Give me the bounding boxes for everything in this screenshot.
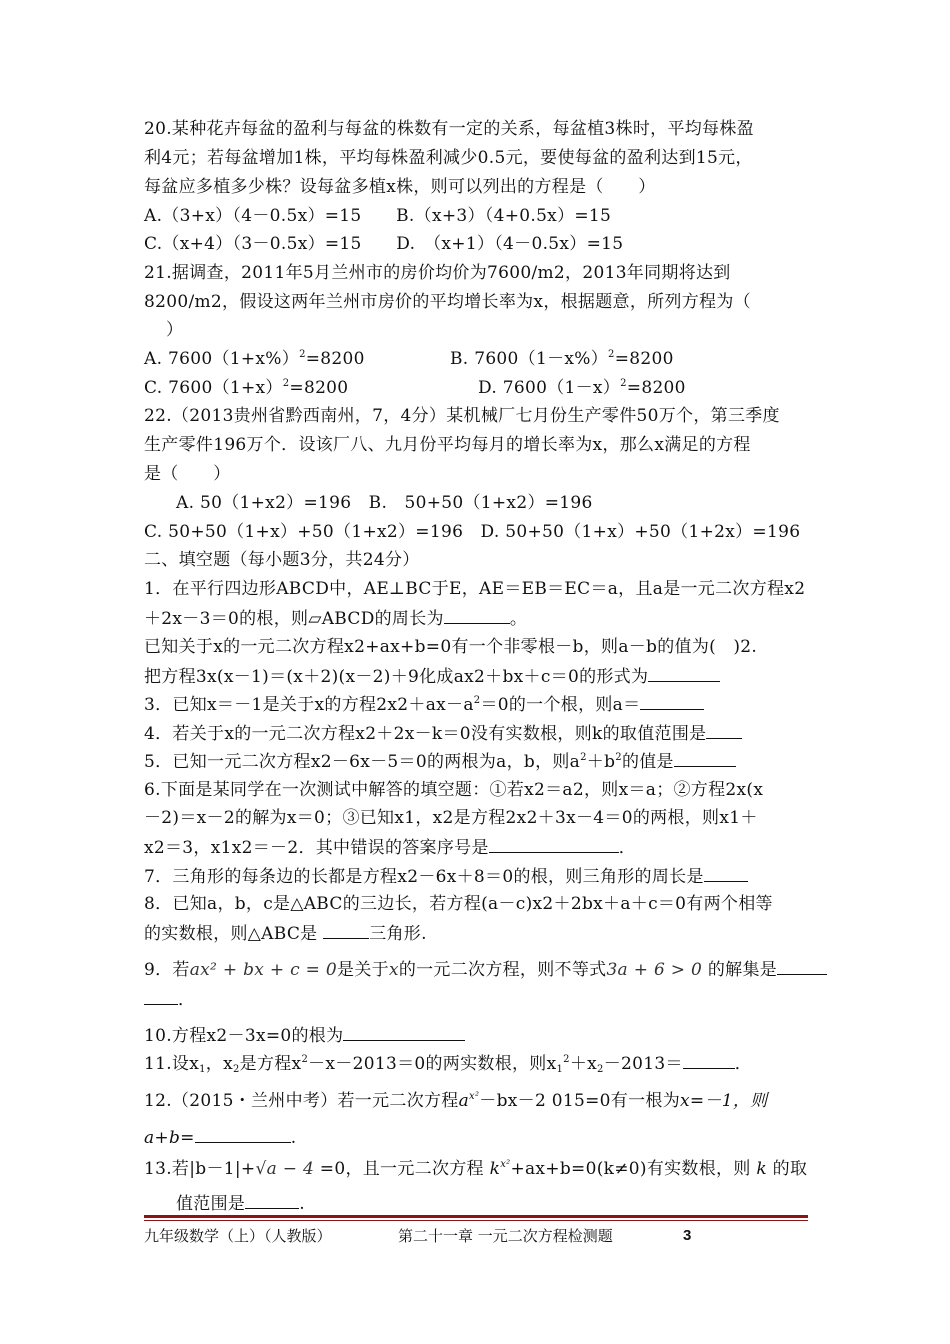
answer-blank xyxy=(640,693,704,710)
q22-line2: 生产零件196万个．设该厂八、九月份平均每月的增长率为x，那么x满足的方程 xyxy=(144,435,751,455)
answer-blank xyxy=(648,665,720,682)
f3-line: 3．已知x＝－1是关于x的方程$2x2+ax-a^2=0$的一个根，则a＝ xyxy=(144,693,704,716)
f7-line: 7．三角形的每条边的长都是方程x2－6x＋8＝0的根，则三角形的周长是 xyxy=(144,865,748,888)
inequality-image: 3a + 6 > 0 xyxy=(606,960,703,980)
f5-line: 5．已知一元二次方程x2－6x－5＝0的两根为a，b，则$a^2+b^2$的值是 xyxy=(144,750,736,773)
answer-blank xyxy=(343,1024,465,1041)
equation-image: ax² + bx + c = 0 xyxy=(189,960,338,980)
f6-line2: －2)＝x－2的解为x＝0；③已知x1，x2是方程2x2＋3x－4＝0的两根，则x1＋ xyxy=(144,808,758,828)
f13-line2: 值范围是 . xyxy=(176,1194,305,1214)
q21-line1: 21.据调查，2011年5月兰州市的房价均价为7600/m2，2013年同期将达到 xyxy=(144,263,731,283)
section-heading: 二、填空题（每小题3分，共24分） xyxy=(144,550,420,570)
f12-line1: 12.（2015・兰州中考）若一元二次方程$a^{x^2}-bx-2$ 015=0有一根为x=－1，则 xyxy=(144,1091,768,1111)
answer-blank xyxy=(777,958,827,975)
f8-line1: 8．已知a，b，c是△ABC的三边长，若方程(a－c)x2＋2bx＋a＋c＝0有两个相等 xyxy=(144,894,773,914)
q21-line2: 8200/m2，假设这两年兰州市房价的平均增长率为x，根据题意，所列方程为（ xyxy=(144,292,751,312)
q21-line3: ） xyxy=(166,320,184,340)
q21-option-a: A. $7600(1+x\%)^2=8200$ xyxy=(144,349,365,369)
q20-options-cd: C.（x+4）（3－0.5x）=15 D. （x+1）（4－0.5x）=15 xyxy=(144,234,624,254)
q21-option-c: C. $7600(1+x)^2=8200$ xyxy=(144,378,349,398)
answer-blank xyxy=(195,1126,291,1143)
f11-line: 11.设$x_1$，$x_2$是方程$x^2-x-2013=0$的两实数根，则$x_1^2+x_2-2013=$ ． xyxy=(144,1054,753,1075)
f13-line1: 13.若|b－1|+√a − 4 =0，且一元二次方程 $k^{x^2}+ax+b=0(k\ne 0)$有实数根，则 k 的取 xyxy=(144,1159,808,1179)
q22-line3: 是（ ） xyxy=(144,464,231,484)
f8-line2: 的实数根，则△ABC是 三角形. xyxy=(144,924,427,944)
page-number: 3 xyxy=(683,1227,692,1244)
answer-blank xyxy=(144,988,178,1005)
q20-line1: 20.某种花卉每盆的盈利与每盆的株数有一定的关系，每盆植3株时，平均每株盈 xyxy=(144,119,754,139)
q21-option-b: B. $7600(1-x\%)^2=8200$ xyxy=(450,349,674,369)
q22-options-cd: C. 50+50（1+x）+50（1+x2）=196 D. 50+50（1+x）+50（1+2x）=196 xyxy=(144,522,801,542)
q22-line1: 22.（2013贵州省黔西南州，7，4分）某机械厂七月份生产零件50万个，第三季度 xyxy=(144,406,780,426)
q22-options-ab: A. 50（1+x2）=196 B. 50+50（1+x2）=196 xyxy=(176,493,593,513)
f4-line: 4．若关于x的一元二次方程x2＋2x－k＝0没有实数根，则k的取值范围是 xyxy=(144,722,742,745)
answer-blank xyxy=(704,865,748,882)
f6-line3: x2＝3，x1x2＝－2．其中错误的答案序号是 ． xyxy=(144,838,637,858)
q20-line3: 每盆应多植多少株？设每盆多植x株，则可以列出的方程是（ ） xyxy=(144,177,656,197)
footer-rule xyxy=(144,1215,808,1218)
footer-book-title: 九年级数学（上）（人教版） xyxy=(144,1227,332,1245)
f10-line: 10.方程x2－3x=0的根为 xyxy=(144,1024,465,1047)
answer-blank xyxy=(706,722,742,739)
f12-line2: a+b= . xyxy=(144,1128,297,1148)
answer-blank xyxy=(444,607,510,624)
answer-blank xyxy=(683,1052,735,1069)
extra-question: 已知关于x的一元二次方程x2+ax+b=0有一个非零根－b，则a－b的值为( )2. xyxy=(144,637,758,657)
answer-blank xyxy=(674,750,736,767)
f9-line1: 9．若ax² + bx + c = 0是关于x的一元二次方程，则不等式3a + 6 > 0 的解集是 xyxy=(144,958,827,981)
variable-image: x xyxy=(388,960,399,980)
f2-line: 把方程3x(x－1)＝(x＋2)(x－2)＋9化成ax2＋bx＋c＝0的形式为 xyxy=(144,665,720,688)
sqrt-image: √a − 4 xyxy=(255,1159,315,1179)
f1-line2: ＋2x－3＝0的根，则▱ABCD的周长为 。 xyxy=(144,609,528,629)
answer-blank xyxy=(323,922,369,939)
f6-line1: 6.下面是某同学在一次测试中解答的填空题：①若x2＝a2，则x＝a；②方程2x(x xyxy=(144,780,764,800)
q20-options-ab: A.（3+x）（4－0.5x）=15 B.（x+3）（4+0.5x）=15 xyxy=(144,206,612,226)
footer-rule-thin xyxy=(144,1220,808,1221)
q20-line2: 利4元；若每盆增加1株，平均每株盈利减少0.5元，要使每盆的盈利达到15元， xyxy=(144,148,753,168)
q21-option-d: D. $7600(1-x)^2=8200$ xyxy=(478,378,686,398)
f1-line1: 1．在平行四边形ABCD中，AE⊥BC于E，AE＝EB＝EC＝a，且a是一元二次方程x2 xyxy=(144,579,806,599)
footer-chapter-title: 第二十一章 一元二次方程检测题 xyxy=(398,1227,613,1245)
answer-blank xyxy=(489,836,619,853)
answer-blank xyxy=(245,1192,299,1209)
f9-line2: ． xyxy=(144,988,195,1011)
